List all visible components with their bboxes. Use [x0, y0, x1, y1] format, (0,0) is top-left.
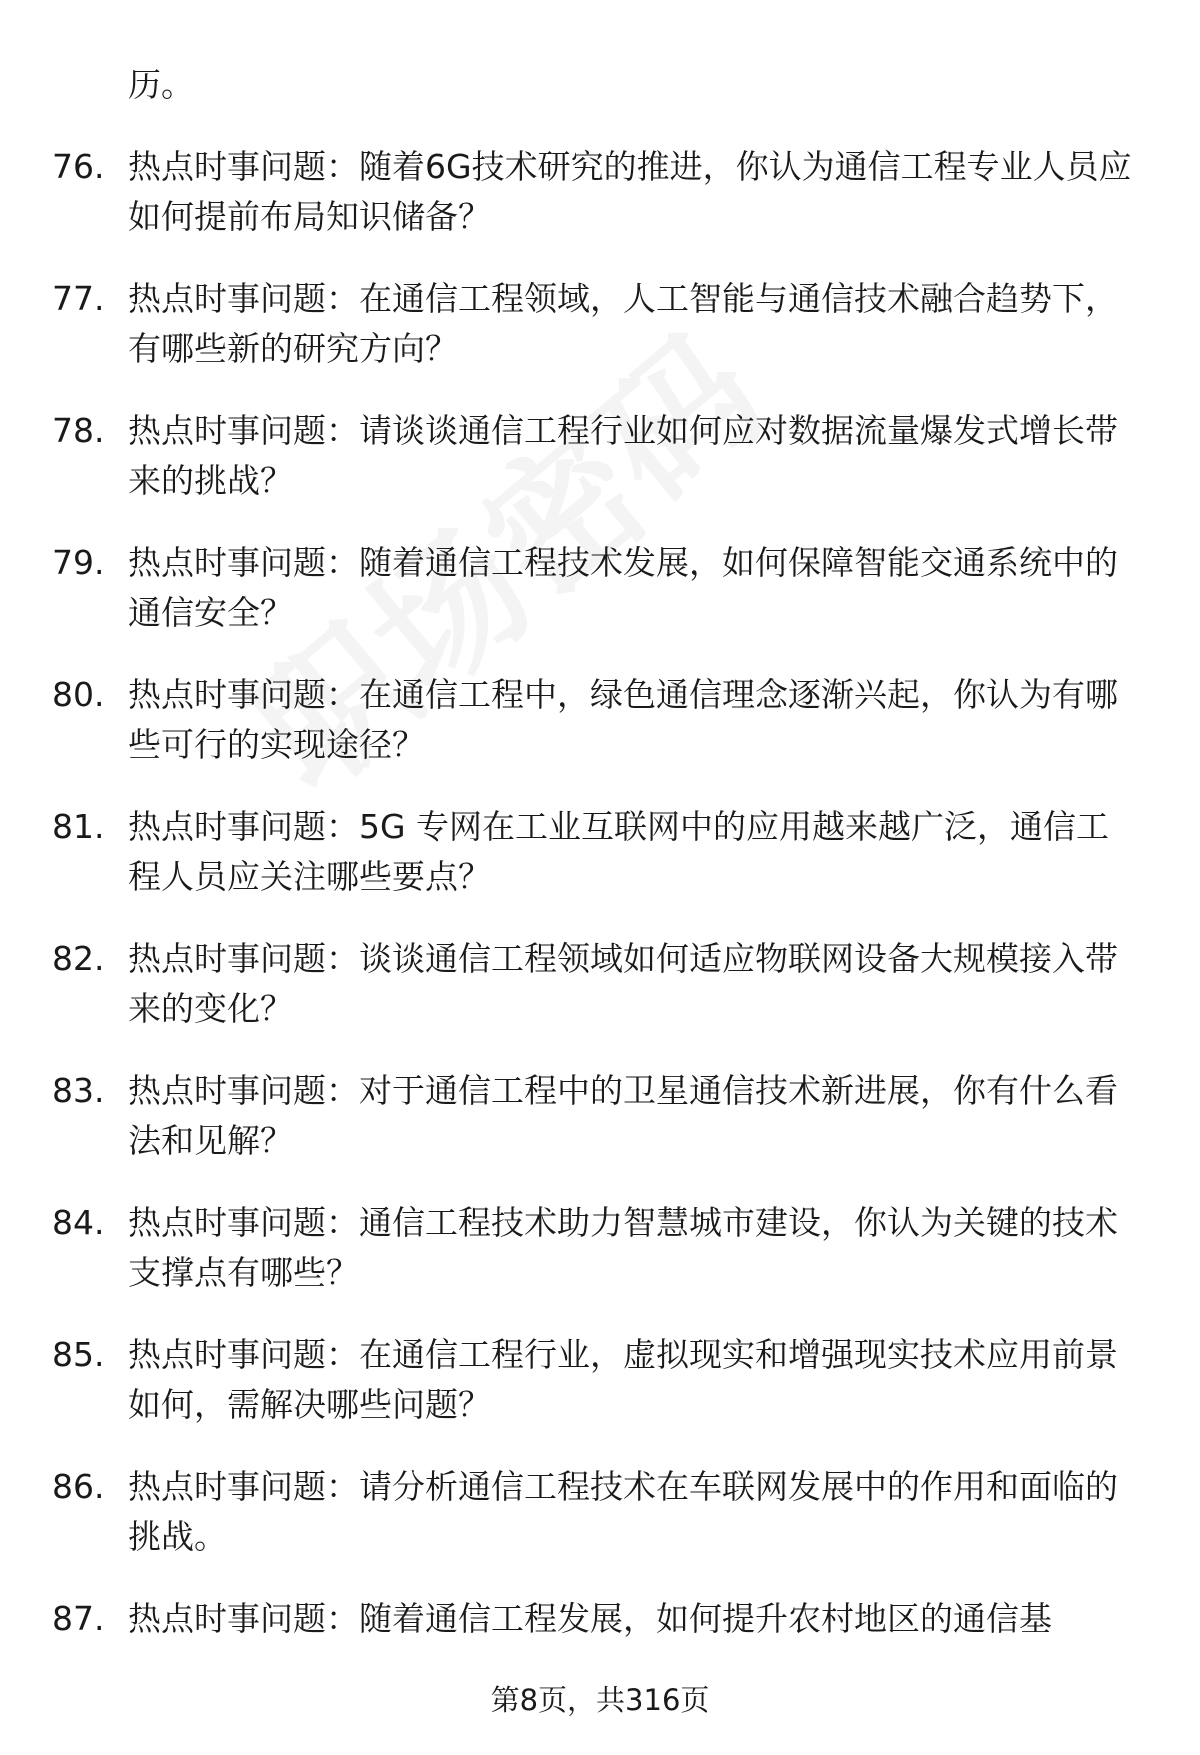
item-number: 81. — [52, 807, 105, 846]
page-footer: 第8页，共316页 — [490, 1683, 710, 1717]
list-item — [0, 538, 1200, 670]
item-text: 热点时事问题：随着通信工程发展，如何提升农村地区的通信基 — [128, 1599, 1052, 1638]
list-item — [0, 802, 1200, 934]
question-list — [0, 142, 1200, 1726]
list-item — [0, 1066, 1200, 1198]
item-text: 热点时事问题：在通信工程领域，人工智能与通信技术融合趋势下，有哪些新的研究方向？ — [128, 279, 1118, 368]
list-item — [0, 142, 1200, 274]
item-text: 热点时事问题：谈谈通信工程领域如何适应物联网设备大规模接入带来的变化？ — [128, 939, 1118, 1028]
continuation-text: 历。 — [128, 65, 194, 104]
item-text: 热点时事问题：在通信工程中，绿色通信理念逐渐兴起，你认为有哪些可行的实现途径？ — [128, 675, 1118, 764]
item-text: 热点时事问题：随着通信工程技术发展，如何保障智能交通系统中的通信安全？ — [128, 543, 1118, 632]
item-number: 84. — [52, 1203, 105, 1242]
list-item — [0, 406, 1200, 538]
list-item — [0, 1462, 1200, 1594]
item-text: 热点时事问题：5G 专网在工业互联网中的应用越来越广泛，通信工程人员应关注哪些要点？ — [128, 807, 1110, 896]
item-text: 热点时事问题：在通信工程行业，虚拟现实和增强现实技术应用前景如何，需解决哪些问题？ — [128, 1335, 1118, 1424]
item-text: 热点时事问题：对于通信工程中的卫星通信技术新进展，你有什么看法和见解？ — [128, 1071, 1118, 1160]
item-text: 热点时事问题：通信工程技术助力智慧城市建设，你认为关键的技术支撑点有哪些？ — [128, 1203, 1118, 1292]
item-number: 87. — [52, 1599, 105, 1638]
list-item — [0, 670, 1200, 802]
item-number: 86. — [52, 1467, 105, 1506]
list-item — [0, 1198, 1200, 1330]
item-text: 热点时事问题：请分析通信工程技术在车联网发展中的作用和面临的挑战。 — [128, 1467, 1118, 1556]
item-number: 82. — [52, 939, 105, 978]
list-item — [0, 934, 1200, 1066]
item-number: 76. — [52, 147, 105, 186]
item-text: 热点时事问题：随着6G技术研究的推进，你认为通信工程专业人员应如何提前布局知识储备？ — [128, 147, 1132, 236]
item-number: 77. — [52, 279, 105, 318]
item-number: 78. — [52, 411, 105, 450]
item-number: 79. — [52, 543, 105, 582]
list-item — [0, 274, 1200, 406]
item-number: 83. — [52, 1071, 105, 1110]
item-number: 85. — [52, 1335, 105, 1374]
list-item — [0, 1330, 1200, 1462]
item-text: 热点时事问题：请谈谈通信工程行业如何应对数据流量爆发式增长带来的挑战？ — [128, 411, 1118, 500]
item-number: 80. — [52, 675, 105, 714]
